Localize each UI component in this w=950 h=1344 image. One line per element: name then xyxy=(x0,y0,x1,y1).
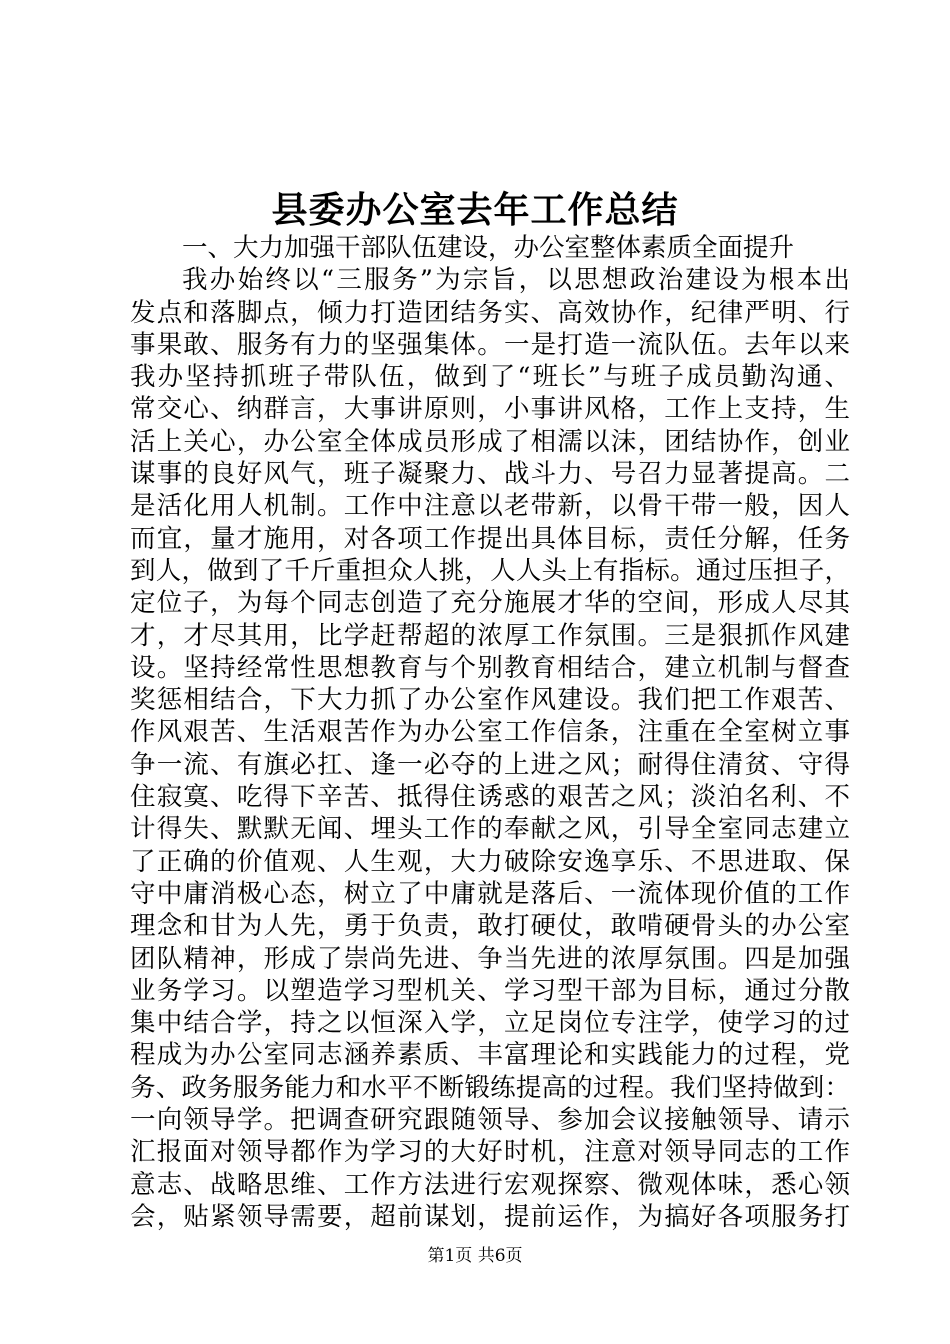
paragraph-line: 才，才尽其用，比学赶帮超的浓厚工作氛围。三是狠抓作风建 xyxy=(130,620,850,651)
paragraph-line: 谋事的良好风气，班子凝聚力、战斗力、号召力显著提高。二 xyxy=(130,459,850,490)
paragraph-line: 发点和落脚点，倾力打造团结务实、高效协作，纪律严明、行 xyxy=(130,297,850,328)
paragraph-line: 了正确的价值观、人生观，大力破除安逸享乐、不思进取、保 xyxy=(130,846,850,877)
document-title: 县委办公室去年工作总结 xyxy=(271,189,679,231)
paragraph-line: 奖惩相结合，下大力抓了办公室作风建设。我们把工作艰苦、 xyxy=(130,685,850,716)
paragraph-line: 程成为办公室同志涵养素质、丰富理论和实践能力的过程，党 xyxy=(130,1040,850,1071)
paragraph-line: 到人，做到了千斤重担众人挑，人人头上有指标。通过压担子， xyxy=(130,555,850,586)
paragraph-line: 是活化用人机制。工作中注意以老带新，以骨干带一般，因人 xyxy=(130,491,850,522)
paragraph-line: 一向领导学。把调查研究跟随领导、参加会议接触领导、请示 xyxy=(130,1105,850,1136)
paragraph-line: 设。坚持经常性思想教育与个别教育相结合，建立机制与督查 xyxy=(130,652,850,683)
paragraph-line: 我办始终以“三服务”为宗旨，以思想政治建设为根本出 xyxy=(182,265,850,296)
document-body xyxy=(130,232,850,1233)
paragraph-line: 汇报面对领导都作为学习的大好时机，注意对领导同志的工作 xyxy=(130,1137,850,1168)
paragraph-line: 我办坚持抓班子带队伍，做到了“班长”与班子成员勤沟通、 xyxy=(130,362,850,393)
paragraph-line: 守中庸消极心态，树立了中庸就是落后、一流体现价值的工作 xyxy=(130,878,850,909)
paragraph-line: 而宜，量才施用，对各项工作提出具体目标，责任分解，任务 xyxy=(130,523,850,554)
paragraph-line: 计得失、默默无闻、埋头工作的奉献之风，引导全室同志建立 xyxy=(130,814,850,845)
page-number-footer: 第1页 共6页 xyxy=(427,1246,523,1266)
paragraph-line: 活上关心，办公室全体成员形成了相濡以沫，团结协作，创业 xyxy=(130,426,850,457)
paragraph-line: 会，贴紧领导需要，超前谋划，提前运作，为搞好各项服务打 xyxy=(130,1201,850,1232)
section-heading: 一、大力加强干部队伍建设，办公室整体素质全面提升 xyxy=(182,233,795,263)
paragraph-line: 意志、战略思维、工作方法进行宏观探察、微观体味，悉心领 xyxy=(130,1169,850,1200)
paragraph-line: 业务学习。以塑造学习型机关、学习型干部为目标，通过分散 xyxy=(130,975,850,1006)
paragraph-line: 集中结合学，持之以恒深入学，立足岗位专注学，使学习的过 xyxy=(130,1008,850,1039)
paragraph-line: 常交心、纳群言，大事讲原则，小事讲风格，工作上支持，生 xyxy=(130,394,850,425)
paragraph-line: 住寂寞、吃得下辛苦、抵得住诱惑的艰苦之风；淡泊名利、不 xyxy=(130,782,850,813)
paragraph-line: 定位子，为每个同志创造了充分施展才华的空间，形成人尽其 xyxy=(130,588,850,619)
paragraph-line: 团队精神，形成了崇尚先进、争当先进的浓厚氛围。四是加强 xyxy=(130,943,850,974)
paragraph-line: 作风艰苦、生活艰苦作为办公室工作信条，注重在全室树立事 xyxy=(130,717,850,748)
paragraph-line: 事果敢、服务有力的坚强集体。一是打造一流队伍。去年以来 xyxy=(130,329,850,360)
paragraph-line: 争一流、有旗必扛、逢一必夺的上进之风；耐得住清贫、守得 xyxy=(130,749,850,780)
paragraph-line: 理念和甘为人先，勇于负责，敢打硬仗，敢啃硬骨头的办公室 xyxy=(130,911,850,942)
paragraph-line: 务、政务服务能力和水平不断锻练提高的过程。我们坚持做到： xyxy=(130,1072,850,1103)
